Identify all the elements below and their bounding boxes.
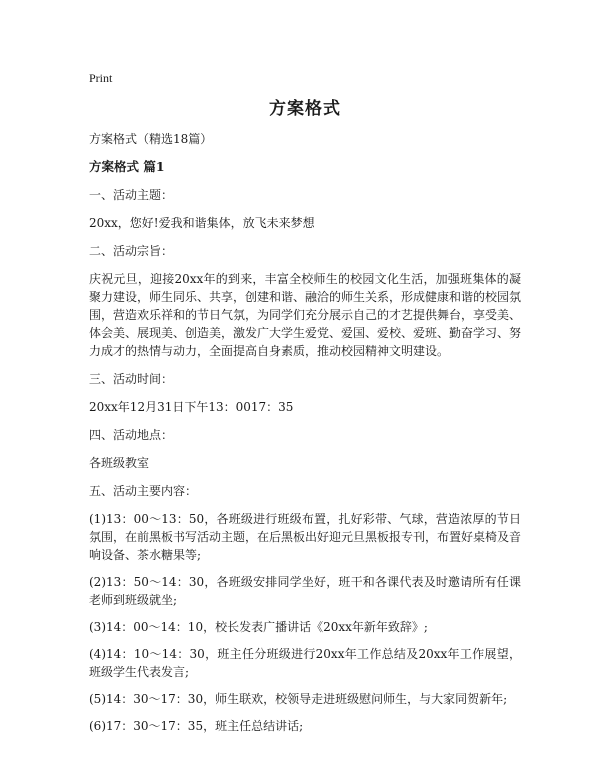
heading-activity-time: 三、活动时间：: [89, 372, 174, 386]
print-label: Print: [89, 71, 113, 85]
content-item-2: (2)13：50～14：30，各班级安排同学坐好，班干和各课代表及时邀请所有任课老师到班级就坐;: [89, 575, 521, 607]
heading-activity-theme: 一、活动主题：: [89, 188, 174, 202]
content-item-4: (4)14：10～14：30，班主任分班级进行20xx年工作总结及20xx年工作展望，班级学生代表发言;: [89, 647, 521, 679]
document-title: 方案格式: [269, 99, 341, 119]
activity-location-text: 各班级教室: [89, 456, 150, 470]
heading-activity-purpose: 二、活动宗旨：: [89, 244, 174, 258]
document-page: [89, 70, 521, 744]
content-item-6: (6)17：30～17：35，班主任总结讲话;: [89, 719, 304, 733]
content-item-5: (5)14：30～17：30，师生联欢，校领导走进班级慰问师生，与大家同贺新年;: [89, 692, 508, 706]
content-item-3: (3)14：00～14：10，校长发表广播讲话《20xx年新年致辞》;: [89, 620, 428, 634]
content-item-1: (1)13：00～13：50，各班级进行班级布置，扎好彩带、气球，营造浓厚的节日氛围，在前黑板书写活动主题，在后黑板出好迎元旦黑板报专刊，布置好桌椅及音响设备、茶水糖果等;: [89, 512, 522, 562]
section-heading: 方案格式 篇1: [89, 159, 165, 174]
heading-activity-location: 四、活动地点：: [89, 428, 174, 442]
activity-theme-text: 20xx，您好!爱我和谐集体，放飞未来梦想: [89, 216, 315, 230]
activity-time-text: 20xx年12月31日下午13：0017：35: [89, 400, 294, 414]
heading-activity-content: 五、活动主要内容：: [89, 484, 198, 498]
document-subtitle: 方案格式（精选18篇）: [89, 132, 213, 146]
activity-purpose-text: 庆祝元旦，迎接20xx年的到来，丰富全校师生的校园文化生活，加强班集体的凝聚力建设，师生同乐、共享，创建和谐、融洽的师生关系，形成健康和谐的校园氛围，营造欢乐祥和的节日气氛，为同学们充分展示自己的才艺提供舞台，享受美、体会美、展现美、创造美，激发广大学生爱党、爱国、爱校、爱班、勤奋学习、努力成才的热情与动力，全面提高自身素质，推动校园精神文明建设。: [89, 272, 522, 358]
